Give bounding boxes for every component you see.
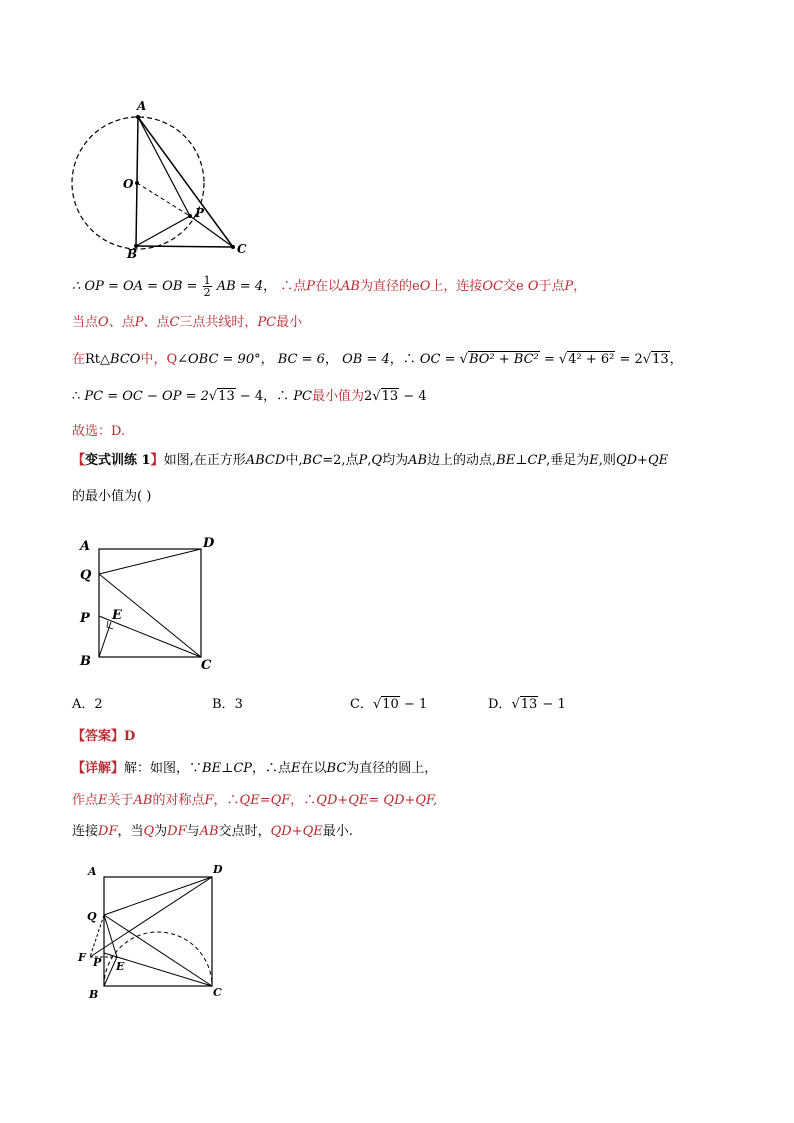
detail-line-2: 作点E关于AB的对称点F，∴QE=QF，∴QD+QE= QD+QF, — [72, 793, 438, 808]
fraction-half: $\frac{1}{2}$ — [203, 274, 211, 299]
segment-bp — [136, 216, 190, 246]
equation-ab: AB = 4 — [216, 279, 264, 294]
problem-statement: 【变式训练 1】如图,在正方形ABCD中,BC=2,点P,Q均为AB边上的动点,BE⊥CP,垂足为E,则QD+QE — [72, 453, 669, 468]
label-e: E — [116, 960, 125, 973]
figure-circle-triangle — [60, 95, 260, 265]
therefore-symbol: ∴ — [72, 279, 81, 294]
label-d: D — [213, 863, 223, 876]
label-e: E — [112, 608, 122, 623]
square-abcd — [99, 549, 201, 657]
segment-qe — [104, 915, 117, 957]
option-d[interactable]: D．√13 − 1 — [488, 697, 566, 712]
label-q: Q — [80, 568, 92, 583]
point-p — [188, 214, 192, 218]
label-q: Q — [87, 910, 97, 923]
solution-line-3: 在Rt△BCO中，Q∠OBC = 90°， BC = 6， OB = 4，∴ OC = √BO² + BC² = √4² + 6² = 2√13， — [72, 352, 683, 367]
segment-be — [99, 622, 111, 657]
option-a[interactable]: A．2 — [72, 697, 103, 712]
solution-line-4: ∴ PC = OC − OP = 2√13 − 4，∴ PC最小值为2√13 − 4 — [72, 389, 427, 404]
label-o: O — [123, 177, 134, 191]
point-a — [136, 115, 140, 119]
segment-qd — [99, 549, 201, 574]
point-c — [231, 245, 235, 249]
label-p: P — [195, 206, 205, 220]
detail-line-1: 【详解】解：如图，∵BE⊥CP，∴点E在以BC为直径的圆上， — [72, 761, 438, 776]
figure-square — [70, 530, 230, 675]
label-f: F — [78, 951, 86, 964]
segment-pc — [190, 216, 233, 247]
label-b: B — [80, 654, 91, 669]
label-b: B — [127, 247, 138, 261]
segment-qd — [104, 877, 212, 915]
segment-fd — [90, 877, 212, 957]
label-p: P — [80, 611, 90, 626]
equation-op: OP = OA = OB = — [84, 279, 198, 294]
text-point-on-circle: ∴点P在以AB为直径的eO上，连接OC交e O于点P， — [280, 279, 587, 294]
label-c: C — [201, 658, 212, 673]
label-p: P — [93, 956, 102, 969]
semicircle-dashed — [104, 932, 212, 986]
label-a: A — [137, 99, 147, 113]
problem-statement-line-2: 的最小值为( ) — [72, 489, 152, 504]
detail-line-3: 连接DF，当Q为DF与AB交点时，QD+QE最小. — [72, 824, 353, 839]
solution-line-1: ∴ OP = OA = OB = $\frac{1}{2}$ AB = 4， ∴点P在以AB为直径的eO上，连接OC交e O于点P， — [72, 274, 587, 299]
label-c: C — [237, 242, 247, 256]
solution-line-2: 当点O、点P、点C三点共线时，PC最小 — [72, 315, 303, 330]
option-c[interactable]: C．√10 − 1 — [350, 697, 428, 712]
label-b: B — [89, 988, 99, 1001]
figure-square-semicircle — [72, 858, 237, 1003]
segment-ap — [138, 117, 190, 216]
segment-qc — [104, 915, 212, 986]
label-a: A — [80, 539, 91, 554]
point-o — [135, 181, 139, 185]
answer-line: 【答案】D — [72, 729, 136, 744]
label-a: A — [88, 865, 97, 878]
segment-bc — [136, 246, 233, 247]
segment-op-dashed — [137, 183, 190, 216]
answer-choice: 故选：D. — [72, 424, 126, 439]
option-b[interactable]: B．3 — [212, 697, 243, 712]
label-d: D — [203, 536, 215, 551]
label-c: C — [213, 986, 222, 999]
